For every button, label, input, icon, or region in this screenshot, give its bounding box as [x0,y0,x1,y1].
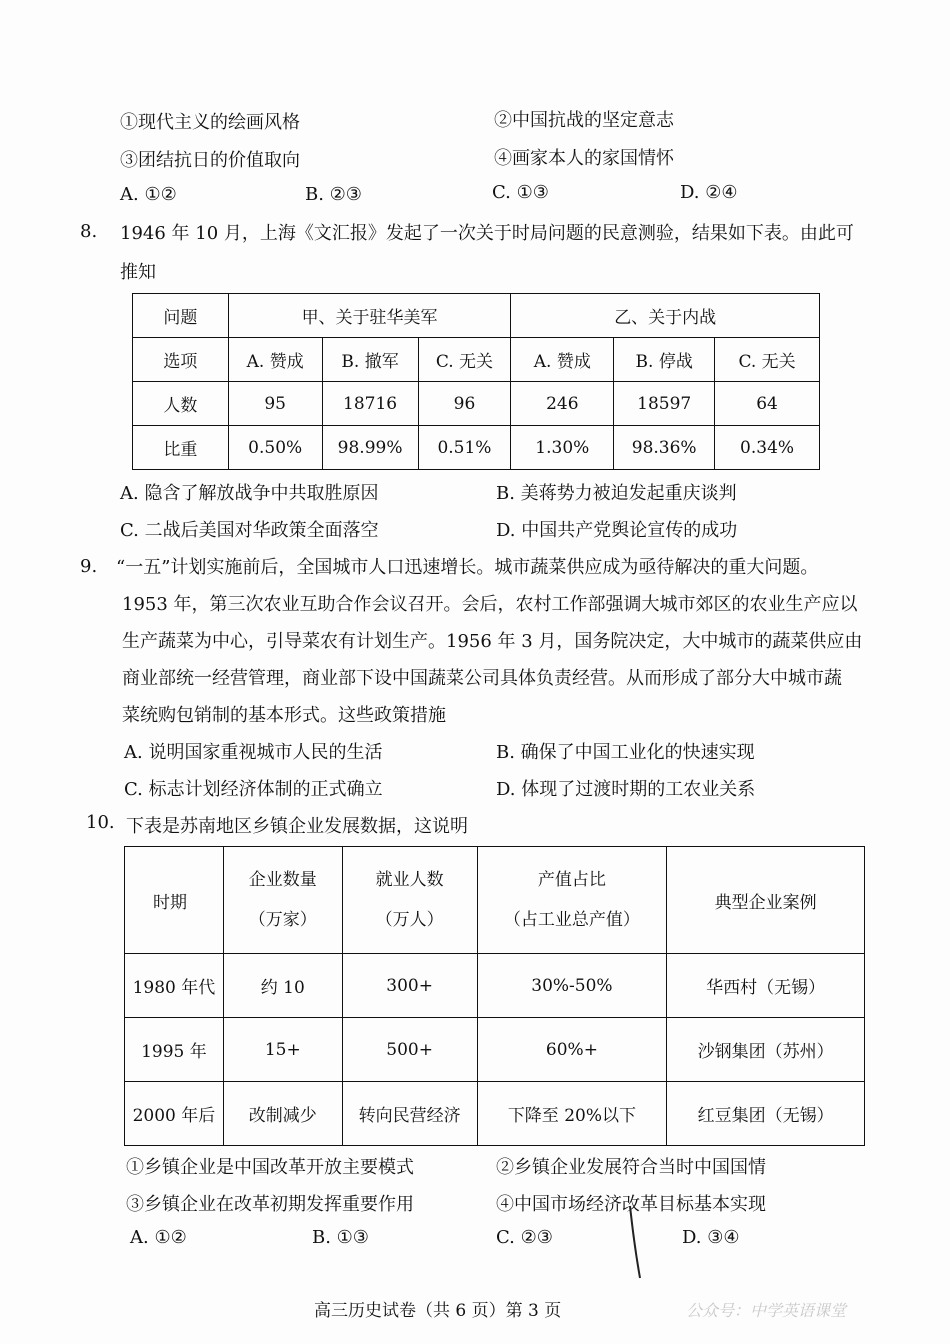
q8-ratio-cell: 0.34% [715,426,820,470]
q8-stem-line1: 1946 年 10 月，上海《文汇报》发起了一次关于时局问题的民意测验，结果如下表。由此可 [120,223,854,244]
q8-ratio-cell: 0.50% [228,426,322,470]
q10-header-case: 典型企业案例 [667,847,865,954]
q8-header-question: 问题 [133,294,229,338]
page-footer: 高三历史试卷（共 6 页）第 3 页 [314,1301,562,1321]
q8-ratio-cell: 1.30% [511,426,614,470]
q9-option-b[interactable]: B. 确保了中国工业化的快速实现 [496,742,755,763]
q8-survey-table [132,293,820,470]
q9-option-c[interactable]: C. 标志计划经济体制的正式确立 [124,779,383,800]
q8-option-d[interactable]: D. 中国共产党舆论宣传的成功 [496,520,738,541]
q10-cell-employment: 500+ [342,1018,477,1082]
q8-choice-cell: B. 停战 [614,338,715,382]
q7-statement-2: ②中国抗战的坚定意志 [494,110,674,131]
q8-choice-cell: C. 无关 [418,338,511,382]
q10-cell-period: 1995 年 [125,1018,224,1082]
q10-cell-case: 红豆集团（无锡） [667,1082,865,1146]
q8-count-cell: 18716 [322,382,418,426]
q10-cell-count: 15+ [223,1018,342,1082]
q10-option-a[interactable]: A. ①② [130,1227,187,1248]
q10-cell-count: 约 10 [223,954,342,1018]
q10-cell-period: 1980 年代 [125,954,224,1018]
q7-option-c[interactable]: C. ①③ [492,182,549,203]
q9-line-2: 1953 年，第三次农业互助合作会议召开。会后，农村工作部强调大城市郊区的农业生产应以 [122,594,858,615]
q8-option-b[interactable]: B. 美蒋势力被迫发起重庆谈判 [496,483,737,504]
q7-statement-4: ④画家本人的家国情怀 [494,148,674,169]
q9-option-d[interactable]: D. 体现了过渡时期的工农业关系 [496,779,756,800]
q8-ratio-cell: 0.51% [418,426,511,470]
q10-cell-period: 2000 年后 [125,1082,224,1146]
q10-option-c[interactable]: C. ②③ [496,1227,553,1248]
q10-option-b[interactable]: B. ①③ [312,1227,369,1248]
q10-statement-3: ③乡镇企业在改革初期发挥重要作用 [126,1194,414,1215]
q10-header-employment: 就业人数 [375,870,444,890]
q8-count-cell: 96 [418,382,511,426]
q7-statement-1: ①现代主义的绘画风格 [120,112,300,133]
q8-choice-cell: B. 撤军 [322,338,418,382]
q8-choices-label: 选项 [133,338,229,382]
q10-stem: 下表是苏南地区乡镇企业发展数据，这说明 [126,816,468,837]
q9-line-5: 菜统购包销制的基本形式。这些政策措施 [122,705,446,726]
q8-count-cell: 246 [511,382,614,426]
q8-ratio-cell: 98.36% [614,426,715,470]
q8-ratio-cell: 98.99% [322,426,418,470]
q9-line-4: 商业部统一经营管理，商业部下设中国蔬菜公司具体负责经营。从而形成了部分大中城市蔬 [122,668,842,689]
q10-number: 10. [86,812,115,833]
q10-header-period: 时期 [125,847,224,954]
q10-header-employment-unit: （万人） [375,910,444,930]
q10-cell-output: 60%+ [477,1018,667,1082]
q10-option-d[interactable]: D. ③④ [682,1227,740,1248]
q8-count-cell: 95 [228,382,322,426]
pen-stroke-mark [626,1204,646,1284]
q10-statement-4: ④中国市场经济改革目标基本实现 [496,1194,766,1215]
q10-statement-1: ①乡镇企业是中国改革开放主要模式 [126,1157,414,1178]
q9-line-3: 生产蔬菜为中心，引导菜农有计划生产。1956 年 3 月，国务院决定，大中城市的蔬菜供应由 [122,631,863,652]
watermark-text: 公众号：中学英语课堂 [686,1301,847,1320]
q8-choice-cell: A. 赞成 [228,338,322,382]
q10-statement-2: ②乡镇企业发展符合当时中国国情 [496,1157,766,1178]
q10-cell-employment: 转向民营经济 [342,1082,477,1146]
q10-cell-case: 华西村（无锡） [667,954,865,1018]
q10-header-output: 产值占比 [537,870,606,890]
q8-header-troops: 甲、关于驻华美军 [228,294,511,338]
q7-statement-3: ③团结抗日的价值取向 [120,150,300,171]
q10-header-count: 企业数量 [248,870,317,890]
q10-cell-output: 下降至 20%以下 [477,1082,667,1146]
q8-count-cell: 18597 [614,382,715,426]
q8-number: 8. [80,221,98,242]
q8-stem-line2: 推知 [120,262,156,283]
q8-option-c[interactable]: C. 二战后美国对华政策全面落空 [120,520,379,541]
q9-line-1: “一五”计划实施前后，全国城市人口迅速增长。城市蔬菜供应成为亟待解决的重大问题。 [116,557,819,578]
q7-option-b[interactable]: B. ②③ [305,184,362,205]
q8-header-civil-war: 乙、关于内战 [511,294,820,338]
q10-cell-case: 沙钢集团（苏州） [667,1018,865,1082]
q8-ratios-label: 比重 [133,426,229,470]
q10-cell-employment: 300+ [342,954,477,1018]
q10-header-count-unit: （万家） [248,910,317,930]
q7-option-a[interactable]: A. ①② [120,184,177,205]
q9-option-a[interactable]: A. 说明国家重视城市人民的生活 [124,742,383,763]
q8-choice-cell: A. 赞成 [511,338,614,382]
q8-count-cell: 64 [715,382,820,426]
q10-cell-output: 30%-50% [477,954,667,1018]
q8-choice-cell: C. 无关 [715,338,820,382]
q10-cell-count: 改制减少 [223,1082,342,1146]
q8-option-a[interactable]: A. 隐含了解放战争中共取胜原因 [120,483,379,504]
q10-header-output-unit: （占工业总产值） [503,910,640,930]
q10-enterprise-table [124,846,865,1146]
q8-counts-label: 人数 [133,382,229,426]
q9-number: 9. [80,556,98,577]
q7-option-d[interactable]: D. ②④ [680,182,738,203]
